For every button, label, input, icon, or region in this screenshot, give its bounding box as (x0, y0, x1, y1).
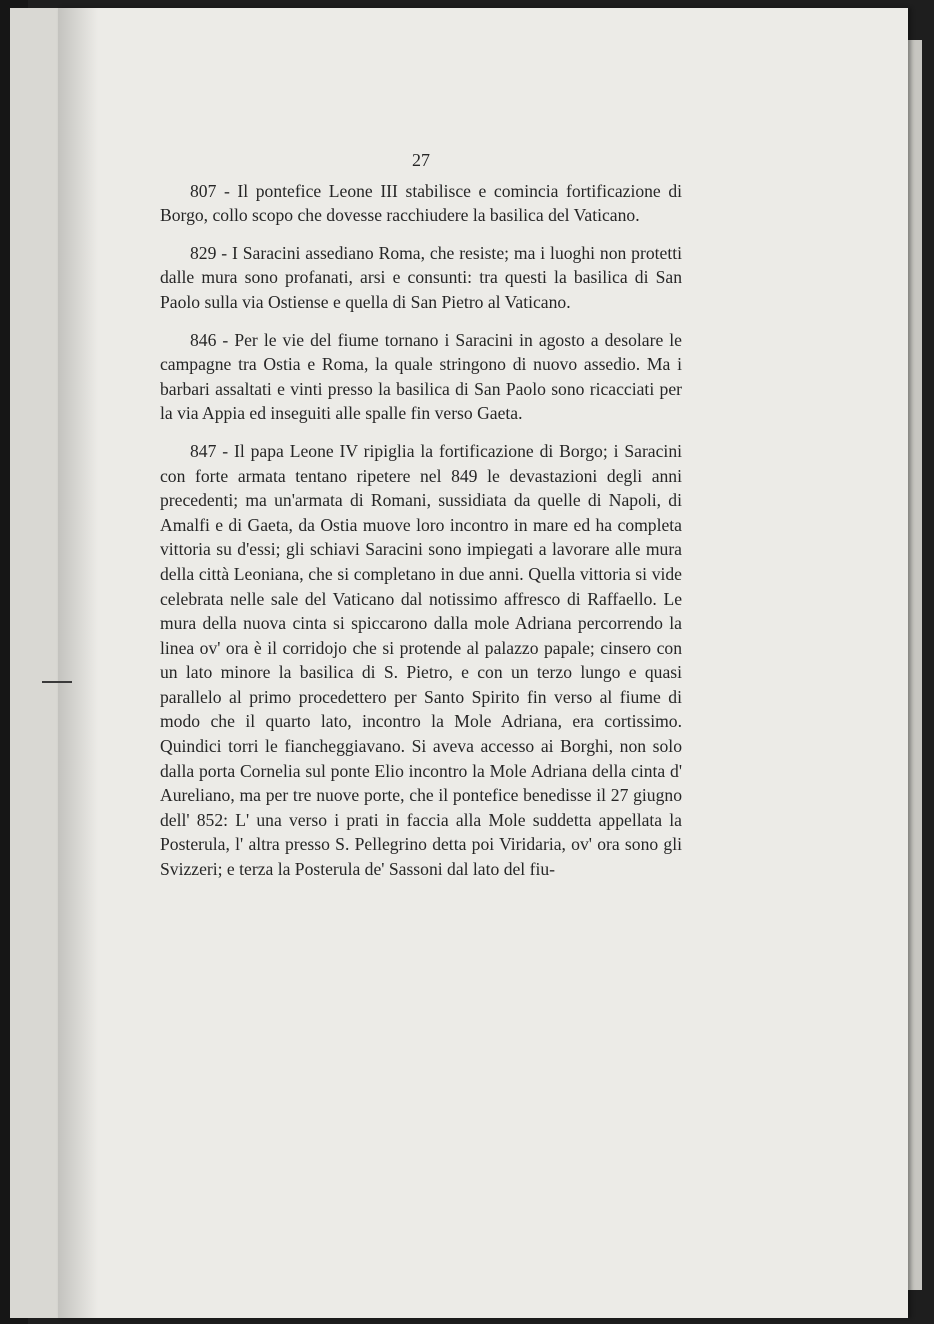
page-number: 27 (412, 150, 430, 170)
previous-page-edge (10, 8, 59, 1318)
page-text (160, 148, 682, 895)
margin-mark (42, 681, 72, 683)
paragraph-847: 847 - Il papa Leone IV ripiglia la fortificazione di Borgo; i Saracini con forte armata tentano ripetere nel 849 le devastazioni degli anni precedenti; ma un'armata di Romani, sussidiata da quelle di Napoli, di Amalfi e di Gaeta, da Ostia muove loro incontro in mare ed ha completa vittoria su d'essi; gli schiavi Saracini sono impiegati a lavorare alle mura della città Leoniana, che si completano in due anni. Quella vittoria si vide celebrata nelle sale del Vaticano dal notissimo affresco di Raffaello. Le mura della nuova cinta si spiccarono dalla mole Adriana percorrendo la linea ov' ora è il corridojo che si protende al palazzo papale; cinsero con un lato minore la basilica di S. Pietro, e con un terzo lungo e quasi parallelo al primo procedettero per Santo Spirito fin verso al fiume di modo che il quarto lato, incontro la Mole Adriana, era cortissimo. Quindici torri le fiancheggiavano. Si aveva accesso ai Borghi, non solo dalla porta Cornelia sul ponte Elio incontro la Mole Adriana della cinta d' Aureliano, ma per tre nuove porte, che il pontefice benedisse il 27 giugno dell' 852: L' una verso i prati in faccia alla Mole suddetta appellata la Posterula, l' altra presso S. Pellegrino detta poi Viridaria, ov' ora sono gli Svizzeri; e terza la Posterula de' Sassoni dal lato del fiu- (160, 440, 682, 880)
gutter-shadow (58, 8, 98, 1318)
paragraph-829: 829 - I Saracini assediano Roma, che resiste; ma i luoghi non protetti dalle mura sono profanati, arsi e consunti: tra questi la basilica di San Paolo sulla via Ostiense e quella di San Pietro al Vaticano. (160, 242, 682, 312)
paragraph-807: 807 - Il pontefice Leone III stabilisce e comincia fortificazione di Borgo, collo scopo che dovesse racchiudere la basilica del Vaticano. (160, 180, 682, 226)
paragraph-846: 846 - Per le vie del fiume tornano i Saracini in agosto a desolare le campagne tra Ostia e Roma, la quale stringono di nuovo assedio. Ma i barbari assaltati e vinti presso la basilica di San Paolo sono ricacciati per la via Appia ed inseguiti alle spalle fin verso Gaeta. (160, 329, 682, 424)
